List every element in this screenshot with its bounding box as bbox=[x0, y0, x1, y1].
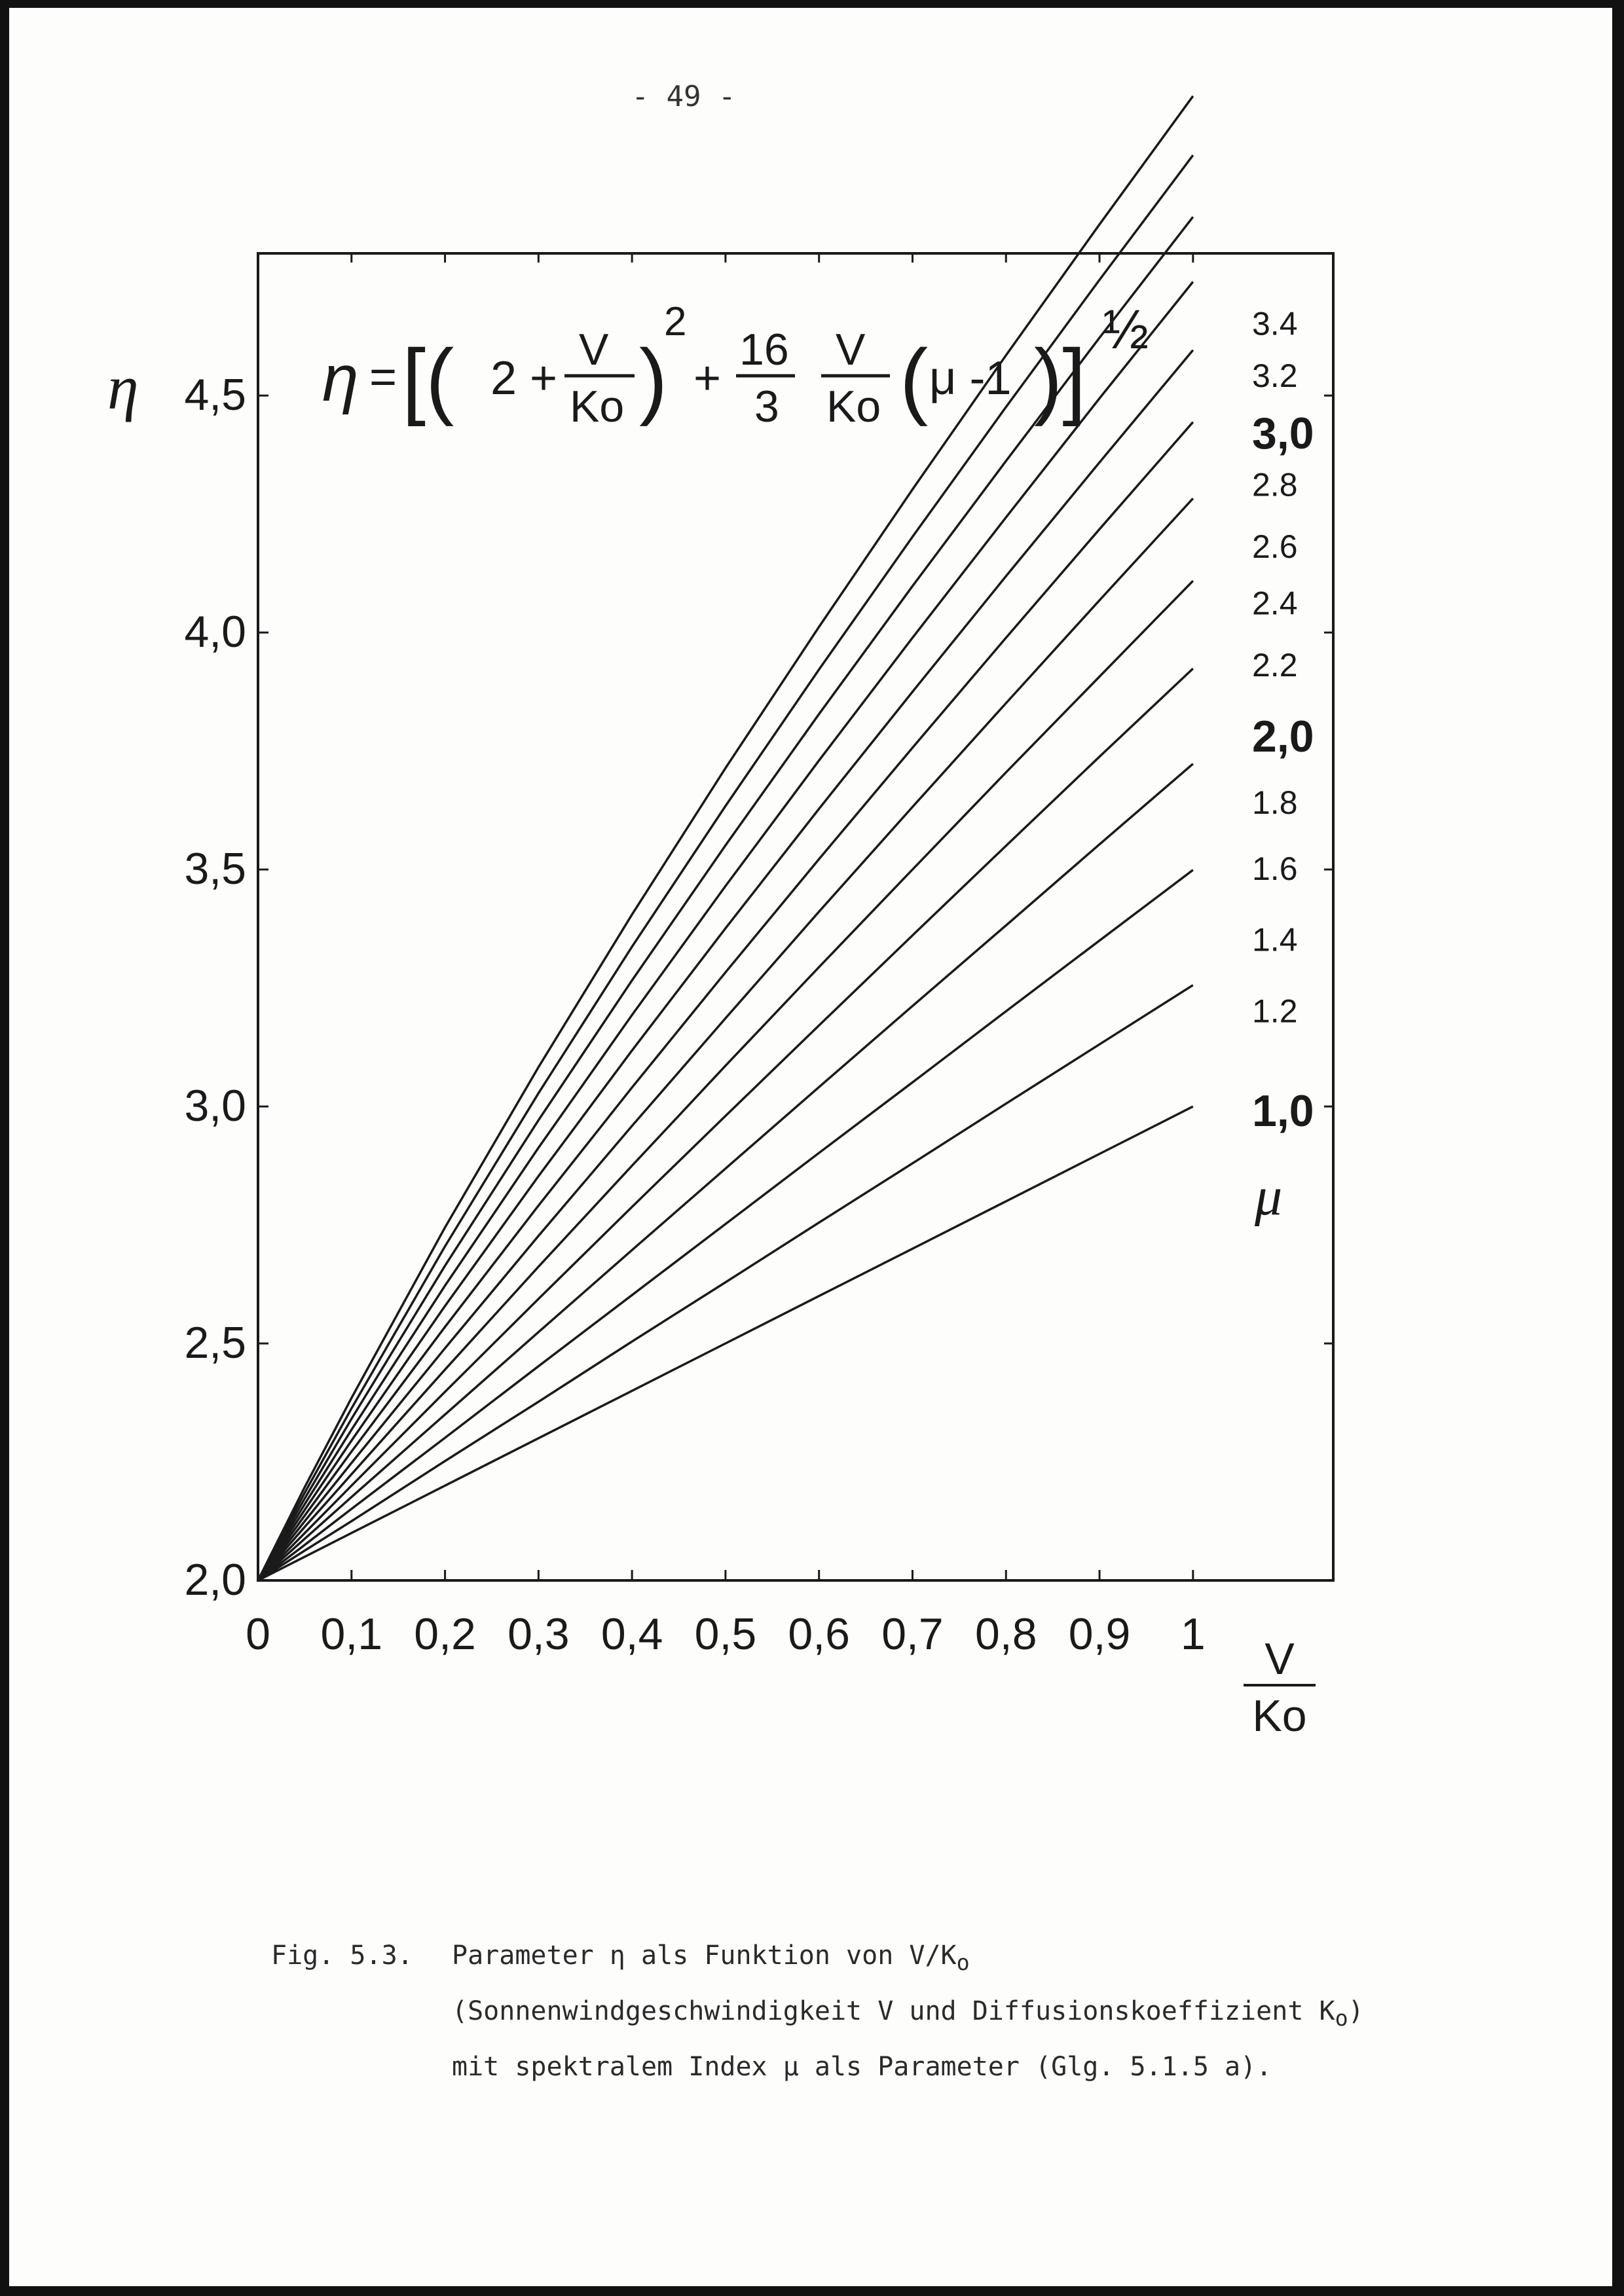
x-tick-label: 0,8 bbox=[974, 1609, 1037, 1659]
x-axis-label-numerator: V bbox=[1264, 1634, 1295, 1684]
series-label-mu-1.4: 1.4 bbox=[1252, 921, 1298, 958]
plot-area bbox=[107, 96, 1333, 1741]
y-tick-label: 3,0 bbox=[184, 1081, 246, 1131]
formula-sixteen: 16 bbox=[739, 325, 789, 374]
caption-line-2-sub: o bbox=[1335, 2005, 1348, 2031]
series-label-mu-3.4: 3.4 bbox=[1252, 305, 1298, 342]
series-label-mu-1: 1,0 bbox=[1252, 1086, 1314, 1137]
x-axis-label-denominator: Ko bbox=[1252, 1691, 1307, 1741]
page-sheet bbox=[9, 8, 1612, 2286]
x-tick-label: 0 bbox=[246, 1609, 270, 1659]
series-label-mu-3.2: 3.2 bbox=[1252, 357, 1298, 395]
x-tick-label: 0,4 bbox=[600, 1609, 663, 1659]
series-label-mu-2.6: 2.6 bbox=[1252, 528, 1298, 565]
series-label-mu-2: 2,0 bbox=[1252, 712, 1314, 762]
formula-open-brackets: [( bbox=[402, 331, 454, 427]
y-tick-label: 3,5 bbox=[184, 844, 246, 894]
caption-line-3: mit spektralem Index μ als Parameter (Glg. 5.1.5 a). bbox=[452, 2052, 1272, 2082]
caption-line-2-text: (Sonnenwindgeschwindigkeit V und Diffusionskoeffizient K bbox=[452, 1996, 1335, 2026]
page-number: - 49 - bbox=[631, 80, 736, 113]
formula-square: 2 bbox=[664, 299, 687, 344]
formula-eta: η bbox=[322, 342, 359, 415]
caption-line-2-close: ) bbox=[1348, 1996, 1364, 2026]
formula-equals: = bbox=[369, 351, 397, 403]
series-label-mu-3: 3,0 bbox=[1252, 408, 1314, 458]
y-axis-label: η bbox=[107, 352, 139, 423]
series-line-mu-1.4 bbox=[258, 870, 1193, 1580]
formula-close-brackets: )] bbox=[1034, 331, 1086, 427]
formula-plus-2: + bbox=[693, 352, 722, 405]
x-tick-label: 0,1 bbox=[320, 1609, 383, 1659]
formula-v-num-2: V bbox=[836, 325, 866, 374]
y-tick-label: 4,5 bbox=[184, 370, 246, 420]
series-label-mu-1.8: 1.8 bbox=[1252, 784, 1298, 821]
caption-label: Fig. 5.3. bbox=[271, 1941, 413, 1971]
formula-two: 2 bbox=[490, 352, 517, 405]
caption-line-1 bbox=[271, 1931, 1515, 1987]
formula-close-paren-1: ) bbox=[639, 331, 668, 427]
formula bbox=[322, 299, 1149, 431]
series-line-mu-2.6 bbox=[258, 350, 1193, 1580]
x-tick-label: 0,5 bbox=[694, 1609, 757, 1659]
formula-ko-den-2: Ko bbox=[826, 382, 881, 431]
caption-line-2 bbox=[271, 1987, 1515, 2043]
figure-caption bbox=[271, 1931, 1515, 2091]
y-tick-label: 4,0 bbox=[184, 607, 246, 657]
series-line-mu-1.2 bbox=[258, 985, 1193, 1580]
y-tick-label: 2,0 bbox=[184, 1555, 246, 1605]
formula-plus-1: + bbox=[530, 352, 558, 405]
series-label-mu-1.2: 1.2 bbox=[1252, 993, 1298, 1030]
formula-ko-den-1: Ko bbox=[570, 382, 625, 431]
x-tick-label: 0,9 bbox=[1068, 1609, 1131, 1659]
x-tick-label: 0,7 bbox=[881, 1609, 944, 1659]
series-line-mu-2.2 bbox=[258, 498, 1193, 1580]
caption-line-1-sub: o bbox=[956, 1950, 970, 1975]
x-tick-label: 0,6 bbox=[788, 1609, 850, 1659]
x-tick-label: 1 bbox=[1180, 1609, 1206, 1659]
series-label-mu-2.8: 2.8 bbox=[1252, 466, 1298, 503]
formula-v-num-1: V bbox=[579, 325, 609, 374]
series-line-mu-2.8 bbox=[258, 282, 1193, 1580]
legend-title-mu: μ bbox=[1255, 1165, 1283, 1227]
caption-line-1-text: Parameter η als Funktion von V/K bbox=[452, 1941, 957, 1971]
series-label-mu-1.6: 1.6 bbox=[1252, 850, 1298, 888]
series-label-mu-2.2: 2.2 bbox=[1252, 646, 1298, 683]
formula-half-exponent: ½ bbox=[1103, 299, 1149, 360]
formula-open-paren-2: ( bbox=[900, 331, 929, 427]
x-tick-label: 0,3 bbox=[507, 1609, 570, 1659]
series-line-mu-2 bbox=[258, 581, 1193, 1580]
series-label-mu-2.4: 2.4 bbox=[1252, 585, 1298, 622]
y-tick-label: 2,5 bbox=[184, 1318, 246, 1368]
formula-mu-minus-one: μ -1 bbox=[929, 352, 1012, 405]
x-tick-label: 0,2 bbox=[414, 1609, 476, 1659]
formula-three: 3 bbox=[754, 382, 779, 431]
